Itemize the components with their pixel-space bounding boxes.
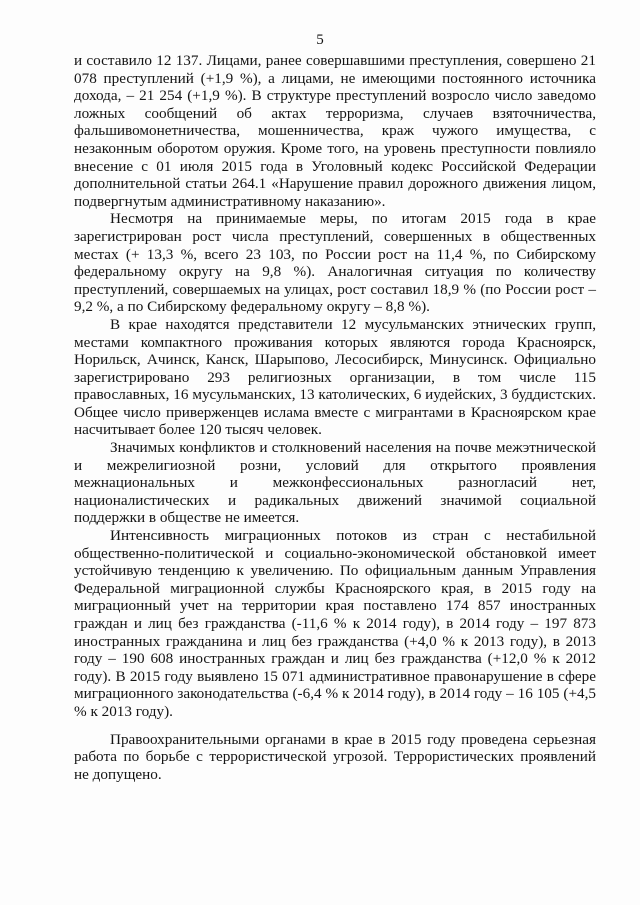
paragraph: Несмотря на принимаемые меры, по итогам 2015 года в крае зарегистрирован рост числа преступлений, совершенных в общественных местах (+ 13,3 %, всего 23 103, по России рост на 11,4 %, по Сибирскому федеральному округу на 9,8 %). Аналогичная ситуация по количеству преступлений, совершаемых на улицах, рост составил 18,9 % (по России рост – 9,2 %, а по Сибирскому федеральному округу – 8,8 %). [74,210,596,316]
paragraph: и составило 12 137. Лицами, ранее совершавшими преступления, совершено 21 078 преступлений (+1,9 %), а лицами, не имеющими постоянного источника дохода, – 21 254 (+1,9 %). В структуре преступлений возросло число заведомо ложных сообщений об актах терроризма, случаев взяточничества, фальшивомонетничества, мошенничества, краж чужого имущества, с незаконным оборотом оружия. Кроме того, на уровень преступности повлияло внесение с 01 июля 2015 года в Уголовный кодекс Российской Федерации дополнительной статьи 264.1 «Нарушение правил дорожного движения лицом, подвергнутым административному наказанию». [74,52,596,210]
page-number: 5 [316,32,324,48]
paragraph: Интенсивность миграционных потоков из стран с нестабильной общественно-политической и социально-экономической обстановкой имеет устойчивую тенденцию к увеличению. По официальным данным Управления Федеральной миграционной службы Красноярского края, в 2015 году на миграционный учет на территории края поставлено 174 857 иностранных граждан и лиц без гражданства (-11,6 % к 2014 году), в 2014 году – 197 873 иностранных гражданина и лиц без гражданства (+4,0 % к 2013 году), в 2013 году – 190 608 иностранных граждан и лиц без гражданства (+12,0 % к 2012 году). В 2015 году выявлено 15 071 административное правонарушение в сфере миграционного законодательства (-6,4 % к 2014 году), в 2014 году – 16 105 (+4,5 % к 2013 году). [74,527,596,720]
paragraph: В крае находятся представители 12 мусульманских этнических групп, местами компактного проживания которых являются города Красноярск, Норильск, Ачинск, Канск, Шарыпово, Лесосибирск, Минусинск. Официально зарегистрировано 293 религиозных организации, в том числе 115 православных, 16 мусульманских, 13 католических, 6 иудейских, 3 буддистских. Общее число приверженцев ислама вместе с мигрантами в Красноярском крае насчитывает более 120 тысяч человек. [74,315,596,439]
document-body [74,52,596,783]
paragraph: Правоохранительными органами в крае в 2015 году проведена серьезная работа по борьбе с террористической угрозой. Террористических проявлений не допущено. [74,730,596,783]
paragraph: Значимых конфликтов и столкновений населения на почве межэтнической и межрелигиозной розни, условий для открытого проявления межнациональных и межконфессиональных разногласий нет, националистических и радикальных движений значимой социальной поддержки в обществе не имеется. [74,439,596,527]
